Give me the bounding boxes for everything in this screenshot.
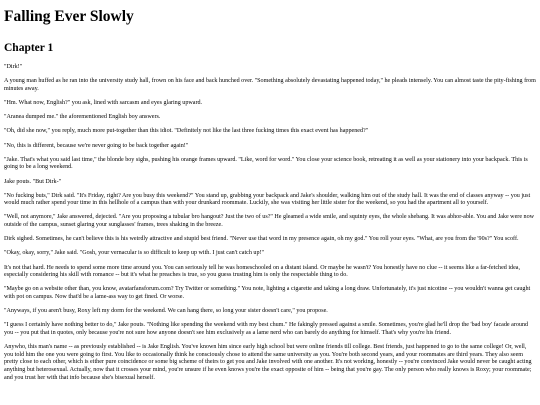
paragraph: "No fucking buts," Dirk said. "It's Friday, right? Are you busy this weekend?" You stand up, grabbing your backpack and Jake's shoulder, walking him out of the study hall. It was the end of classes anyway -- you just would much rather spend your time in this hellhole of a campus than with your drunkard roommate. Luckily, she was visiting her little sister for the weekend, so you had the apartment all to yourself. [4, 192, 531, 207]
paragraph: Anywho, this man's name -- as previously established -- is Jake English. You've known him since early high school but were online friends till college. Best friends, just happened to go to the same college! Or, well, you told him the one you were going to first. You like to occasionally think he consciously chose to attend the same university as you. You're both second years, and your roommates are third years. They also seem pretty close to each other, which is either pure coincidence or some big scheme of theirs to get you and Jake involved with one another. It's not working, honestly -- you're convinced Jake would never be caught acting anything but heterosexual. Actually, now that it crosses your mind, you're unsure if he even knows you're the exact opposite of him -- being that you're gay. The only person who really knows is Roxy; your roommate; and you trust her with that info because she's bisexual herself. [4, 344, 532, 381]
paragraph: "No, this is different, because we're never going to be back together again!" [4, 142, 189, 149]
paragraph: It's not that hard. He needs to spend some more time around you. You can seriously tell he was homeschooled on a distant island. Or maybe he wasn't? You honestly have no clue -- it seems like a far-fetched idea, especially considering his skill with romance -- but it's what he preaches is true, so you guess trusting him is only the respectable thing to do. [4, 264, 521, 279]
story-title: Falling Ever Slowly [4, 8, 134, 25]
paragraph: "Okay, okay, sorry," Jake said. "Gosh, your vernacular is so difficult to keep up with. I just can't catch up!" [4, 250, 265, 257]
story-body [4, 64, 536, 382]
paragraph: "Anyways, if you aren't busy, Roxy left my dorm for the weekend. We can hang there, so long your sister doesn't care," you propose. [4, 308, 328, 315]
paragraph: "Aranea dumped me." the aforementioned English boy answers. [4, 114, 161, 121]
paragraph: Dirk sighed. Sometimes, he can't believe this is his weirdly attractive and stupid best friend. "Never use that word in my presence again, oh my god." You roll your eyes. "What, are you from the '90s?" You scoff. [4, 236, 519, 243]
paragraph: "Hm. What now, English?" you ask, lined with sarcasm and eyes glaring upward. [4, 99, 203, 106]
paragraph: "Dirk!" [4, 64, 23, 70]
paragraph: "Oh, did she now," you reply, much more put-together than this idiot. "Definitely not like the last three fucking times this exact event has happened?" [4, 128, 369, 135]
paragraph: "Jake. That's what you said last time," the blonde boy sighs, pushing his orange frames upward. "Like, word for word." You close your science book, retreating it as well as your stationery into your backpack. This is going to be a long weekend. [4, 156, 528, 171]
chapter-heading: Chapter 1 [4, 42, 54, 54]
paragraph: Jake pouts. "But Dirk-" [4, 178, 62, 185]
paragraph: "Maybe go on a website other than, you know, avatarfansforum.com? Try Twitter or something." You note, lighting a cigarette and taking a long draw. Unfortunately, it's just nicotine -- you wouldn't wanna get caught with pot on campus. Now that'd be a lame-ass way to get fined. Or worse. [4, 286, 531, 300]
paragraph: "I guess I certainly have nothing better to do," Jake pouts. "Nothing like spending the weekend with my best chum." He fakingly pressed against a smile. Sometimes, you're glad he'll drop the 'bad boy' facade around you -- you put that in quotes, only because you're not sure how anyone doesn't see him exclusively as a lame nerd who can barely do anything for himself. That's why you're his friend. [4, 322, 529, 336]
paragraph: A young man huffed as he ran into the university study hall, frown on his face and back hunched over. "Something absolutely devastating happened today," he pleads intensely. You can almost taste the pity-fishing from minutes away. [4, 78, 536, 92]
paragraph: "Well, not anymore," Jake answered, dejected. "Are you proposing a tubular bro hangout? Just the two of us?" He gleamed a wide smile, and squinty eyes, the whole shebang. It was abhor-able. You and Jake were now outside of the campus, sunset glaring your sunglasses' frames, trees shaking in the breeze. [4, 214, 535, 229]
